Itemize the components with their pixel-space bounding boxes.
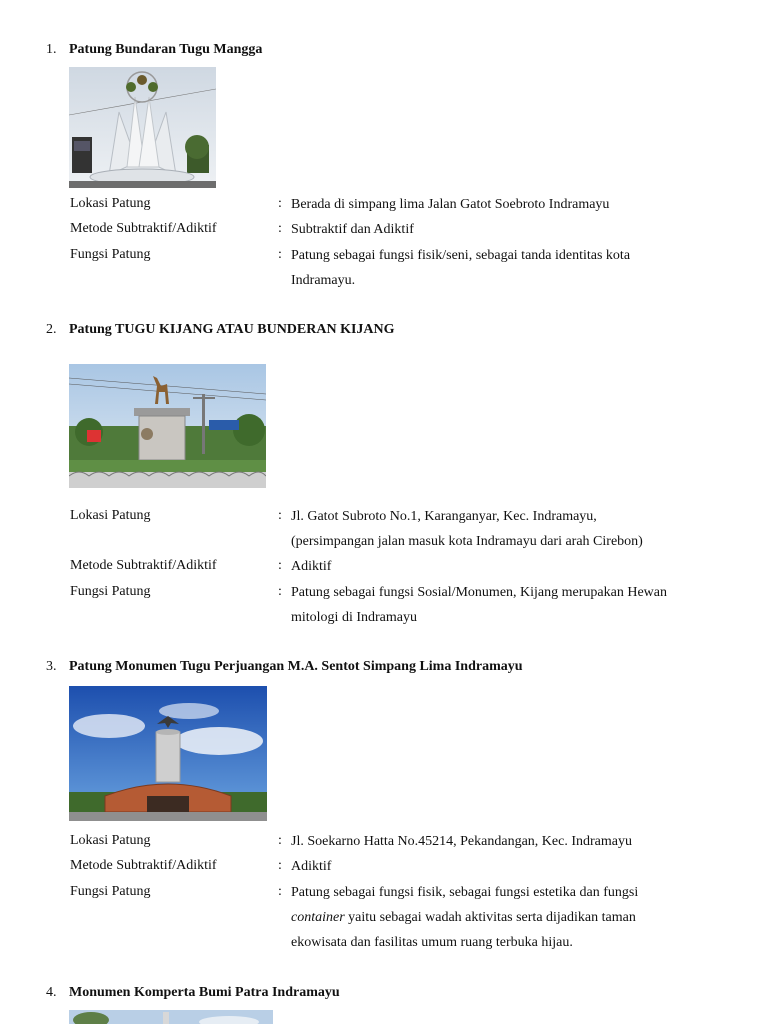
colon: : xyxy=(278,196,282,211)
section-1-lokasi-value: Berada di simpang lima Jalan Gatot Soebroto Indramayu xyxy=(291,197,610,212)
komperta-photo xyxy=(69,1010,273,1024)
section-3-metode-label: Metode Subtraktif/Adiktif xyxy=(70,858,217,873)
tugu-perjuangan-photo xyxy=(69,686,267,821)
section-1-fungsi-value-line-2: Indramayu. xyxy=(291,273,356,288)
colon: : xyxy=(278,833,282,848)
colon: : xyxy=(278,221,282,236)
section-2-number: 2. xyxy=(46,322,57,337)
section-4-number: 4. xyxy=(46,985,57,1000)
section-2-metode-label: Metode Subtraktif/Adiktif xyxy=(70,558,217,573)
section-1-fungsi-value-line-1: Patung sebagai fungsi fisik/seni, sebagai tanda identitas kota xyxy=(291,248,631,263)
colon: : xyxy=(278,508,282,523)
section-2-title: Patung TUGU KIJANG ATAU BUNDERAN KIJANG xyxy=(69,322,395,337)
section-3-number: 3. xyxy=(46,659,57,674)
section-2-lokasi-value-line-1: Jl. Gatot Subroto No.1, Karanganyar, Kec. Indramayu, xyxy=(291,509,597,524)
section-3-lokasi-label: Lokasi Patung xyxy=(70,833,151,848)
colon: : xyxy=(278,884,282,899)
section-2-fungsi-label: Fungsi Patung xyxy=(70,584,151,599)
section-2-metode-value: Adiktif xyxy=(291,559,332,574)
section-3-fungsi-value-line-2-text: yaitu sebagai wadah aktivitas serta dijadikan taman xyxy=(348,910,636,925)
section-1-fungsi-label: Fungsi Patung xyxy=(70,247,151,262)
italic-container-word: container xyxy=(291,910,345,925)
section-1-metode-label: Metode Subtraktif/Adiktif xyxy=(70,221,217,236)
section-3-fungsi-label: Fungsi Patung xyxy=(70,884,151,899)
section-1-lokasi-label: Lokasi Patung xyxy=(70,196,151,211)
tugu-mangga-photo xyxy=(69,67,216,188)
section-1-title: Patung Bundaran Tugu Mangga xyxy=(69,42,263,57)
section-2-lokasi-label: Lokasi Patung xyxy=(70,508,151,523)
section-3-lokasi-value: Jl. Soekarno Hatta No.45214, Pekandangan, Kec. Indramayu xyxy=(291,834,632,849)
colon: : xyxy=(278,558,282,573)
section-2-fungsi-value-line-2: mitologi di Indramayu xyxy=(291,610,417,625)
section-3-metode-value: Adiktif xyxy=(291,859,332,874)
colon: : xyxy=(278,584,282,599)
colon: : xyxy=(278,858,282,873)
section-3-fungsi-value-line-1: Patung sebagai fungsi fisik, sebagai fungsi estetika dan fungsi xyxy=(291,885,639,900)
section-3-fungsi-value-line-2 xyxy=(291,905,636,930)
section-3-title: Patung Monumen Tugu Perjuangan M.A. Sentot Simpang Lima Indramayu xyxy=(69,659,523,674)
section-4-title: Monumen Komperta Bumi Patra Indramayu xyxy=(69,985,340,1000)
section-1-number: 1. xyxy=(46,42,57,57)
colon: : xyxy=(278,247,282,262)
tugu-kijang-photo xyxy=(69,364,266,488)
section-3-fungsi-value-line-3: ekowisata dan fasilitas umum ruang terbuka hijau. xyxy=(291,935,573,950)
section-2-lokasi-value-line-2: (persimpangan jalan masuk kota Indramayu dari arah Cirebon) xyxy=(291,534,643,549)
section-1-metode-value: Subtraktif dan Adiktif xyxy=(291,222,414,237)
section-2-fungsi-value-line-1: Patung sebagai fungsi Sosial/Monumen, Kijang merupakan Hewan xyxy=(291,585,667,600)
